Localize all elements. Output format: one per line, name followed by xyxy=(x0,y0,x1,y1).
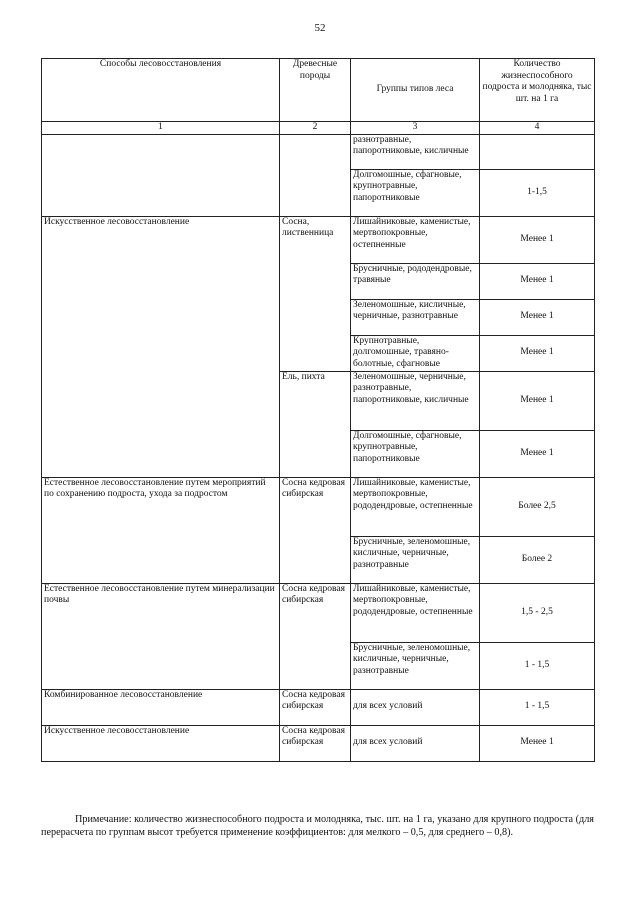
quantity-cell: 1 - 1,5 xyxy=(480,689,595,725)
forest-group-cell: Брусничные, зеленомошные, кисличные, черничные, разнотравные xyxy=(351,536,480,583)
quantity-cell: Менее 1 xyxy=(480,263,595,299)
table-row xyxy=(42,216,595,263)
quantity-cell: 1,5 - 2,5 xyxy=(480,583,595,642)
column-header-quantity: Количество жизнеспособного подроста и молодняка, тыс шт. на 1 га xyxy=(480,59,595,122)
column-number: 4 xyxy=(480,122,595,135)
quantity-cell: Более 2 xyxy=(480,536,595,583)
method-cell: Естественное лесовосстановление путем мероприятий по сохранению подроста, ухода за подростом xyxy=(42,477,280,583)
quantity-cell: Менее 1 xyxy=(480,335,595,371)
forest-group-cell: разнотравные, папоротниковые, кисличные xyxy=(351,134,480,169)
quantity-cell: Менее 1 xyxy=(480,371,595,430)
forest-group-cell: Лишайниковые, каменистые, мертвопокровные, рододендровые, остепненные xyxy=(351,583,480,642)
column-number: 1 xyxy=(42,122,280,135)
forest-group-cell: Лишайниковые, каменистые, мертвопокровные, остепненные xyxy=(351,216,480,263)
table-row xyxy=(42,477,595,536)
method-cell xyxy=(42,134,280,216)
column-number: 2 xyxy=(280,122,351,135)
species-cell: Сосна кедровая сибирская xyxy=(280,583,351,689)
species-cell: Сосна кедровая сибирская xyxy=(280,477,351,583)
species-cell: Сосна, лиственница xyxy=(280,216,351,371)
column-header-species: Древесные породы xyxy=(280,59,351,122)
quantity-cell: Менее 1 xyxy=(480,216,595,263)
forest-group-cell: Зеленомошные, черничные, разнотравные, папоротниковые, кисличные xyxy=(351,371,480,430)
table-row xyxy=(42,583,595,642)
quantity-cell: 1-1,5 xyxy=(480,169,595,216)
forest-group-cell: Зеленомошные, кисличные, черничные, разнотравные xyxy=(351,299,480,335)
quantity-cell: Более 2,5 xyxy=(480,477,595,536)
forest-group-cell: Брусничные, зеленомошные, кисличные, черничные, разнотравные xyxy=(351,642,480,689)
method-cell: Искусственное лесовосстановление xyxy=(42,216,280,477)
column-header-method: Способы лесовосстановления xyxy=(42,59,280,122)
method-cell: Естественное лесовосстановление путем минерализации почвы xyxy=(42,583,280,689)
table-note: Примечание: количество жизнеспособного подроста и молодняка, тыс. шт. на 1 га, указано для крупного подроста (для перерасчета по группам высот требуется применение коэффициентов: для мелкого – 0,5, для среднего – 0,8). xyxy=(41,814,594,838)
table-row xyxy=(42,134,595,169)
quantity-cell: Менее 1 xyxy=(480,725,595,761)
species-cell: Сосна кедровая сибирская xyxy=(280,689,351,725)
forest-group-cell: Брусничные, рододендровые, травяные xyxy=(351,263,480,299)
forest-group-cell: Долгомошные, сфагновые, крупнотравные, папоротниковые xyxy=(351,430,480,477)
forest-group-cell: Долгомошные, сфагновые, крупнотравные, папоротниковые xyxy=(351,169,480,216)
method-cell: Искусственное лесовосстановление xyxy=(42,725,280,761)
column-number: 3 xyxy=(351,122,480,135)
quantity-cell: Менее 1 xyxy=(480,430,595,477)
forest-group-cell: Лишайниковые, каменистые, мертвопокровные, рододендровые, остепненные xyxy=(351,477,480,536)
table-row xyxy=(42,725,595,761)
species-cell xyxy=(280,134,351,216)
quantity-cell xyxy=(480,134,595,169)
forest-group-cell: для всех условий xyxy=(351,689,480,725)
page-number: 52 xyxy=(314,22,326,34)
forest-group-cell: для всех условий xyxy=(351,725,480,761)
reforestation-table xyxy=(41,58,595,762)
forest-group-cell: Крупнотравные, долгомошные, травяно-болотные, сфагновые xyxy=(351,335,480,371)
species-cell: Сосна кедровая сибирская xyxy=(280,725,351,761)
quantity-cell: 1 - 1,5 xyxy=(480,642,595,689)
method-cell: Комбинированное лесовосстановление xyxy=(42,689,280,725)
column-header-forest-group: Группы типов леса xyxy=(351,59,480,122)
species-cell: Ель, пихта xyxy=(280,371,351,477)
quantity-cell: Менее 1 xyxy=(480,299,595,335)
table-row xyxy=(42,689,595,725)
